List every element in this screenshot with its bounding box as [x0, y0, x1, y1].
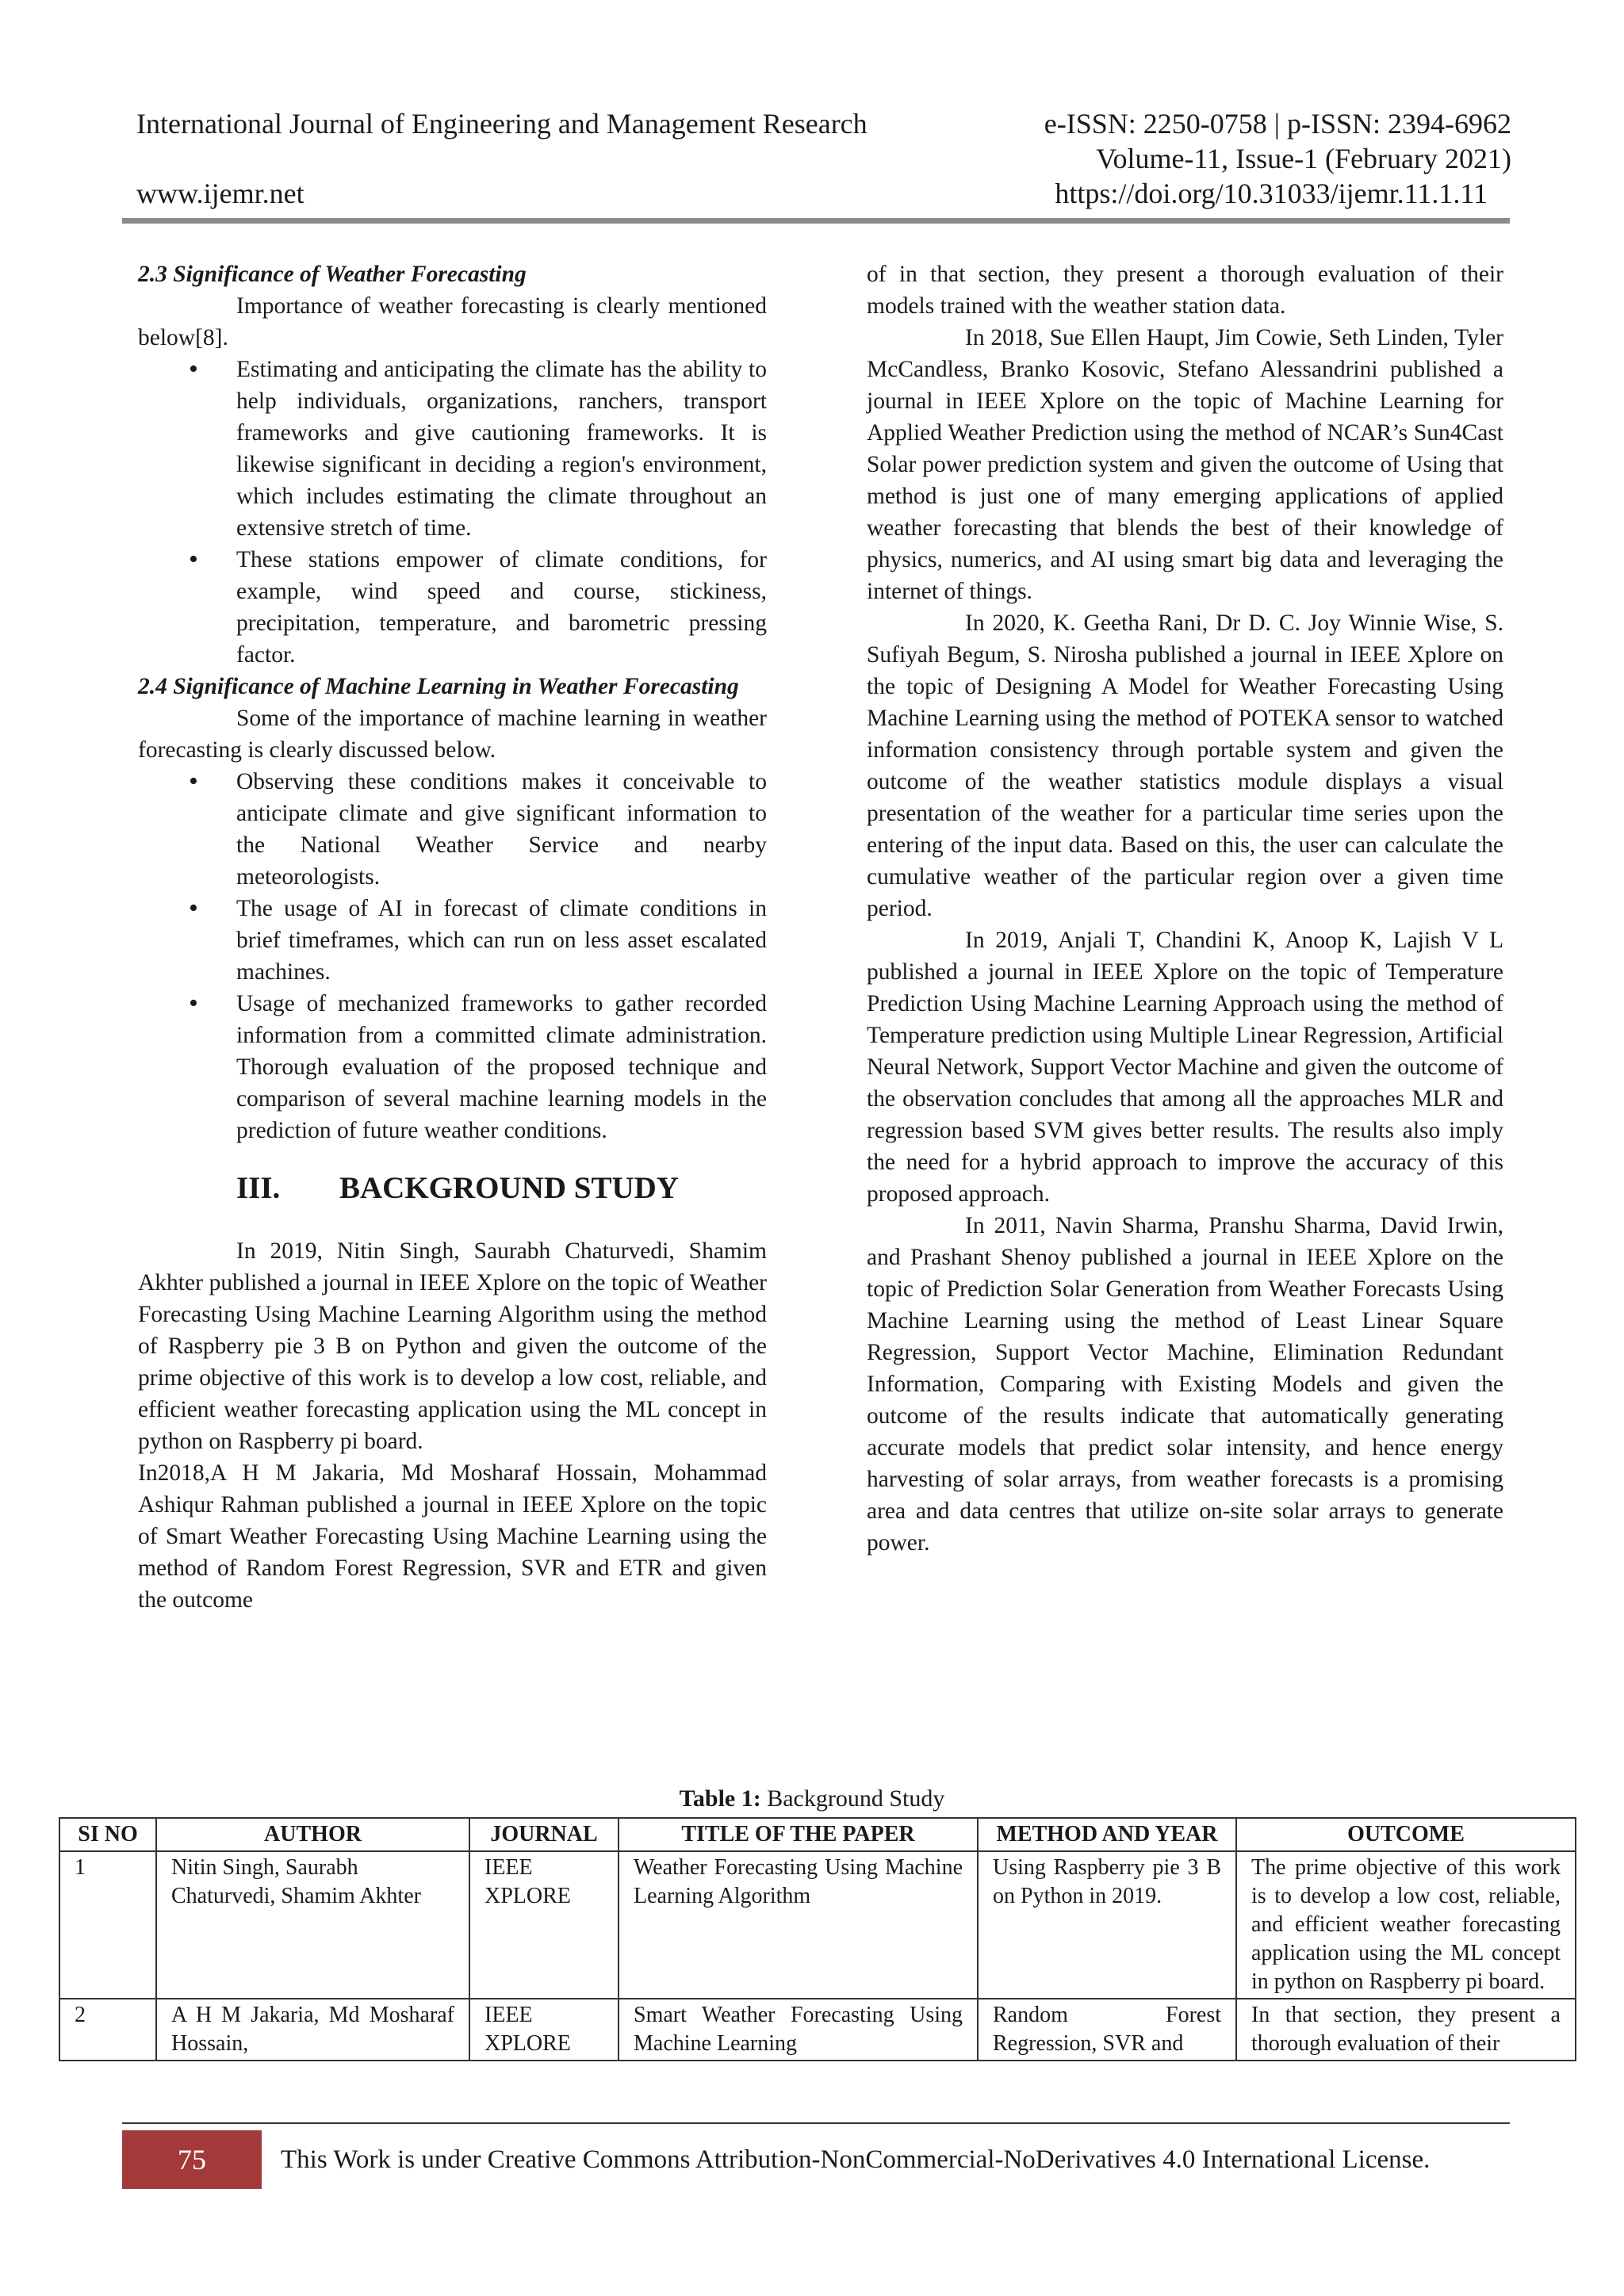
section-2-3-intro: Importance of weather forecasting is clearly mentioned below[8].	[138, 293, 767, 350]
cell-title: Weather Forecasting Using Machine Learning Algorithm	[619, 1851, 978, 1999]
right-column	[867, 258, 1503, 1559]
cell-method-year: Using Raspberry pie 3 B on Python in 2019.	[978, 1851, 1236, 1999]
header-title: TITLE OF THE PAPER	[619, 1818, 978, 1851]
paragraph-2011: In 2011, Navin Sharma, Pranshu Sharma, David Irwin, and Prashant Shenoy published a journal in IEEE Xplore on the topic of Prediction Solar Generation from Weather Forecasts Using Machine Learning using the method of Least Linear Square Regression, Support Vector Machine, Elimination Redundant Information, Comparing with Existing Models and given the outcome of the results indicate that automatically generating accurate models that predict solar intensity, and hence energy harvesting of solar arrays, from weather forecasts is a promising area and data centres that utilize on-site solar arrays to generate power.	[867, 1213, 1503, 1556]
journal-name: International Journal of Engineering and Management Research	[136, 108, 868, 140]
background-study-table	[59, 1817, 1576, 2061]
continued-paragraph: of in that section, they present a thorough evaluation of their models trained with the weather station data.	[867, 262, 1503, 319]
cell-si-no: 2	[59, 1999, 156, 2061]
section-2-4-bullets	[138, 766, 767, 1146]
section-2-3-bullets	[138, 354, 767, 671]
left-column	[138, 258, 767, 1616]
table-clip	[48, 1812, 1586, 2113]
table-caption	[0, 1784, 1624, 1814]
bullet-item: • Usage of mechanized frameworks to gather recorded information from a committed climate administration. Thorough evaluation of the proposed technique and comparison of several machine learning models in the prediction of future weather conditions.	[138, 988, 767, 1146]
cell-journal: IEEE XPLORE	[469, 1999, 619, 2061]
paragraph-2018: In 2018, Sue Ellen Haupt, Jim Cowie, Seth Linden, Tyler McCandless, Branko Kosovic, Stefano Alessandrini published a journal in IEEE Xplore on the topic of Machine Learning for Applied Weather Prediction using the method of NCAR’s Sun4Cast Solar power prediction system and given the outcome of Using that method is just one of many emerging applications of applied weather forecasting that blends the best of their knowledge of physics, numerics, and AI using smart big data and leveraging the internet of things.	[867, 325, 1503, 604]
cell-si-no: 1	[59, 1851, 156, 1999]
table-row	[59, 1851, 1576, 1999]
table-row	[59, 1999, 1576, 2061]
bullet-item: • Estimating and anticipating the climate has the ability to help individuals, organizations, ranchers, transport frameworks and give cautioning frameworks. It is likewise significant in deciding a region's environment, which includes estimating the climate throughout an extensive stretch of time.	[138, 354, 767, 544]
background-paragraph-1: In 2019, Nitin Singh, Saurabh Chaturvedi, Shamim Akhter published a journal in IEEE Xplore on the topic of Weather Forecasting Using Machine Learning Algorithm using the method of Raspberry pie 3 B on Python and given the outcome of the prime objective of this work is to develop a low cost, reliable, and efficient weather forecasting application using the ML concept in python on Raspberry pi board.	[138, 1238, 767, 1454]
section-3-title: BACKGROUND STUDY	[339, 1171, 679, 1205]
background-paragraph-2: In2018,A H M Jakaria, Md Mosharaf Hossain, Mohammad Ashiqur Rahman published a journal in IEEE Xplore on the topic of Smart Weather Forecasting Using Machine Learning using the method of Random Forest Regression, SVR and ETR and given the outcome	[138, 1460, 767, 1613]
section-3-number: III.	[236, 1171, 281, 1205]
header-author: AUTHOR	[156, 1818, 469, 1851]
header-rule	[122, 218, 1510, 224]
doi-link[interactable]: https://doi.org/10.31033/ijemr.11.1.11	[1055, 178, 1488, 209]
volume-line: Volume-11, Issue-1 (February 2021)	[1096, 143, 1511, 174]
website-link[interactable]: www.ijemr.net	[136, 178, 304, 209]
table-caption-label: Table 1:	[679, 1785, 761, 1812]
cell-method-year: Random Forest Regression, SVR and	[978, 1999, 1236, 2061]
cell-title: Smart Weather Forecasting Using Machine Learning	[619, 1999, 978, 2061]
section-3-heading	[138, 1169, 767, 1208]
bullet-item: • The usage of AI in forecast of climate conditions in brief timeframes, which can run on less asset escalated machines.	[138, 893, 767, 988]
header-method-year: METHOD AND YEAR	[978, 1818, 1236, 1851]
section-2-3-heading: 2.3 Significance of Weather Forecasting	[138, 262, 527, 287]
table-caption-text: Background Study	[760, 1785, 945, 1812]
issn-line: e-ISSN: 2250-0758 | p-ISSN: 2394-6962	[1044, 108, 1511, 140]
footer-rule	[122, 2122, 1510, 2124]
paragraph-2019: In 2019, Anjali T, Chandini K, Anoop K, Lajish V L published a journal in IEEE Xplore on the topic of Temperature Prediction Using Machine Learning Approach using the method of Temperature prediction using Multiple Linear Regression, Artificial Neural Network, Support Vector Machine and given the outcome of the observation concludes that among all the approaches MLR and regression based SVM gives better results. The results also imply the need for a hybrid approach to improve the accuracy of this proposed approach.	[867, 928, 1503, 1207]
header-si-no: SI NO	[59, 1818, 156, 1851]
cell-author: A H M Jakaria, Md Mosharaf Hossain,	[156, 1999, 469, 2061]
section-2-4-intro: Some of the importance of machine learning in weather forecasting is clearly discussed below.	[138, 706, 767, 763]
cell-author: Nitin Singh, Saurabh Chaturvedi, Shamim Akhter	[156, 1851, 469, 1999]
license-text: This Work is under Creative Commons Attribution-NonCommercial-NoDerivatives 4.0 International License.	[281, 2145, 1431, 2174]
table-header-row	[59, 1818, 1576, 1851]
page-number: 75	[122, 2130, 262, 2189]
section-2-4-heading: 2.4 Significance of Machine Learning in Weather Forecasting	[138, 674, 739, 699]
header-outcome: OUTCOME	[1236, 1818, 1576, 1851]
bullet-item: • These stations empower of climate conditions, for example, wind speed and course, stickiness, precipitation, temperature, and barometric pressing factor.	[138, 544, 767, 671]
paragraph-2020: In 2020, K. Geetha Rani, Dr D. C. Joy Winnie Wise, S. Sufiyah Begum, S. Nirosha published a journal in IEEE Xplore on the topic of Designing A Model for Weather Forecasting Using Machine Learning using the method of POTEKA sensor to watched information consistency through portable system and given the outcome of the weather statistics module displays a visual presentation of the weather for a particular time series upon the entering of the input data. Based on this, the user can calculate the cumulative weather of the particular region over a given time period.	[867, 610, 1503, 921]
cell-outcome: The prime objective of this work is to develop a low cost, reliable, and efficient weather forecasting application using the ML concept in python on Raspberry pi board.	[1236, 1851, 1576, 1999]
header-journal: JOURNAL	[469, 1818, 619, 1851]
cell-journal: IEEE XPLORE	[469, 1851, 619, 1999]
cell-outcome: In that section, they present a thorough evaluation of their	[1236, 1999, 1576, 2061]
bullet-item: • Observing these conditions makes it conceivable to anticipate climate and give significant information to the National Weather Service and nearby meteorologists.	[138, 766, 767, 893]
